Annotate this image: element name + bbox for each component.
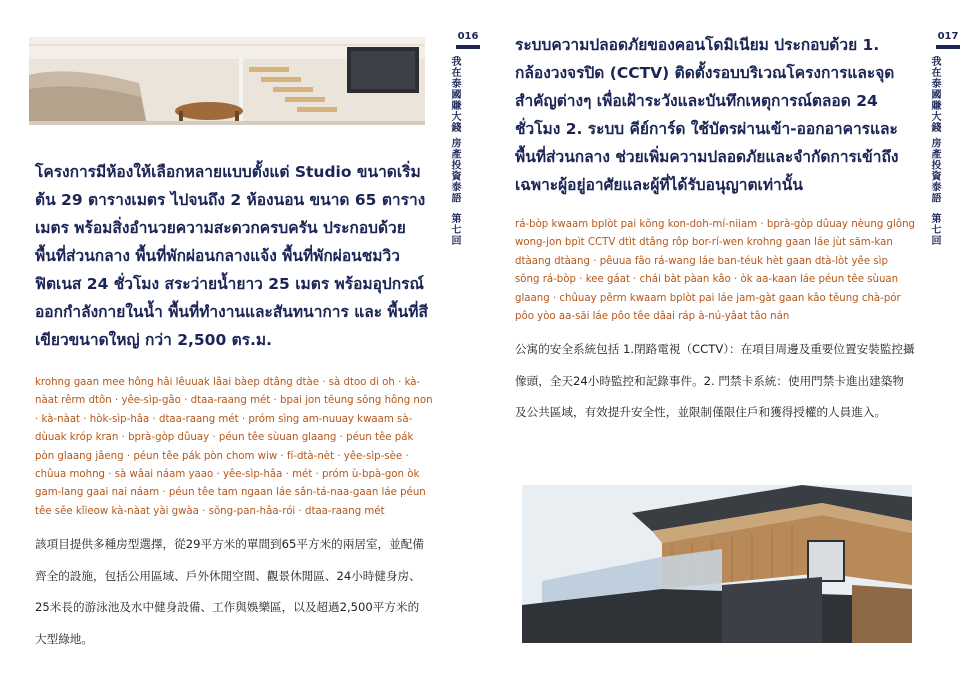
vertical-chapter-label: 第七回 [929,213,940,246]
page-number-bar [456,45,480,49]
page-number: 016 [457,31,479,42]
building-illustration [522,485,912,643]
vertical-book-title: 我在泰國賺大錢 房產投資泰語 [929,56,940,204]
living-room-photo [29,37,425,125]
page-number-bar [936,45,960,49]
romanization-paragraph: krohng gaan mee hông hâi lêuuak lǎai bàep dtâng dtàe · sà dtoo di oh · kà-nàat rêrm dtôn · yêe-sìp-gâo · dtaa-raang mét · bpai jon tĕung sŏng hông non · kà-nàat · hòk-sìp-hâa · dtaa-raang mét · próm sìng am-nuuay kwaam sà-dùuak króp kran · bprà-gòp dûuay · péun têe sùuan glaang · péun têe pák pòn glaang jâeng · péun têe pák pòn chom wiw · fí-dtà-nèt · yêe-sìp-sèe · chûua mohng · sà wâai náam yaao · yêe-sìp-hâa · mét · próm ù-bpà-gon òk gam-lang gaai nai náam · péun têe tam ngaan láe sǎn-tá-naa-gaan láe péun têe sěe kǐieow kà-nàat yài gwàa · sŏng-pan-hâa-rói · dtaa-raang mét [35,377,433,517]
romanization-paragraph: rá-bòp kwaam bplòt pai kŏng kon-doh-mí-niiam · bprà-gòp dûuay nèung glông wong-jon bpìt CCTV dtìt dtâng rôp bor-rí-wen krohng gaan láe jùt săm-kan dtàang dtàang · pêuua fâo rá-wang láe ban-téuk hèt gaan dtà-lòt yêe sìp sŏng rá-bòp · kee gáat · chái bàt pàan kâo · òk aa-kaan láe péun têe sùuan glaang · chûuay pêrm kwaam bplòt pai láe jam-gàt gaan kâo tĕung chà-pór pôo yòo aa-săi láe pôo têe dâai ráp à-nú-yâat tâo nán [515,219,915,323]
vertical-chapter-label: 第七回 [449,213,460,246]
chinese-translation: 該項目提供多種房型選擇，從29平方米的單間到65平方米的兩居室，並配備齊全的設施，包括公用區域、戶外休閒空間、觀景休閒區、24小時健身房、25米長的游泳池及水中健身設備、工作與娛樂區，以及超過2,500平方米的大型綠地。 [35,537,424,646]
modern-building-photo [522,485,912,643]
vertical-book-title: 我在泰國賺大錢 房產投資泰語 [449,56,460,204]
thai-paragraph: ระบบความปลอดภัยของคอนโดมิเนียม ประกอบด้วย 1. กล้องวงจรปิด (CCTV) ติดตั้งรอบบริเวณโครงการและจุดสำคัญต่างๆ เพื่อเฝ้าระวังและบันทึกเหตุการณ์ตลอด 24 ชั่วโมง 2. ระบบ คีย์การ์ด ใช้บัตรผ่านเข้า-ออกอาคารและพื้นที่ส่วนกลาง ช่วยเพิ่มความปลอดภัยและจำกัดการเข้าถึงเฉพาะผู้อยู่อาศัยและผู้ที่ได้รับอนุญาตเท่านั้น [515,36,899,194]
page-number: 017 [937,31,959,42]
chinese-translation: 公寓的安全系統包括 1.閉路電視（CCTV）：在項目周邊及重要位置安裝監控攝像頭，全天24小時監控和記錄事件。2. 門禁卡系統：使用門禁卡進出建築物及公共區域，有效提升安全性，並限制僅限住戶和獲得授權的人員進入。 [515,342,915,419]
living-room-illustration [29,37,425,125]
thai-paragraph: โครงการมีห้องให้เลือกหลายแบบตั้งแต่ Studio ขนาดเริ่มต้น 29 ตารางเมตร ไปจนถึง 2 ห้องนอน ขนาด 65 ตารางเมตร พร้อมสิ่งอำนวยความสะดวกครบครัน ประกอบด้วย พื้นที่ส่วนกลาง พื้นที่พักผ่อนกลางแจ้ง พื้นที่พักผ่อนชมวิว ฟิตเนส 24 ชั่วโมง สระว่ายน้ำยาว 25 เมตร พร้อมอุปกรณ์ออกกำลังกายในน้ำ พื้นที่ทำงานและสันทนาการ และ พื้นที่สีเขียวขนาดใหญ่ กว่า 2,500 ตร.ม. [35,163,428,349]
